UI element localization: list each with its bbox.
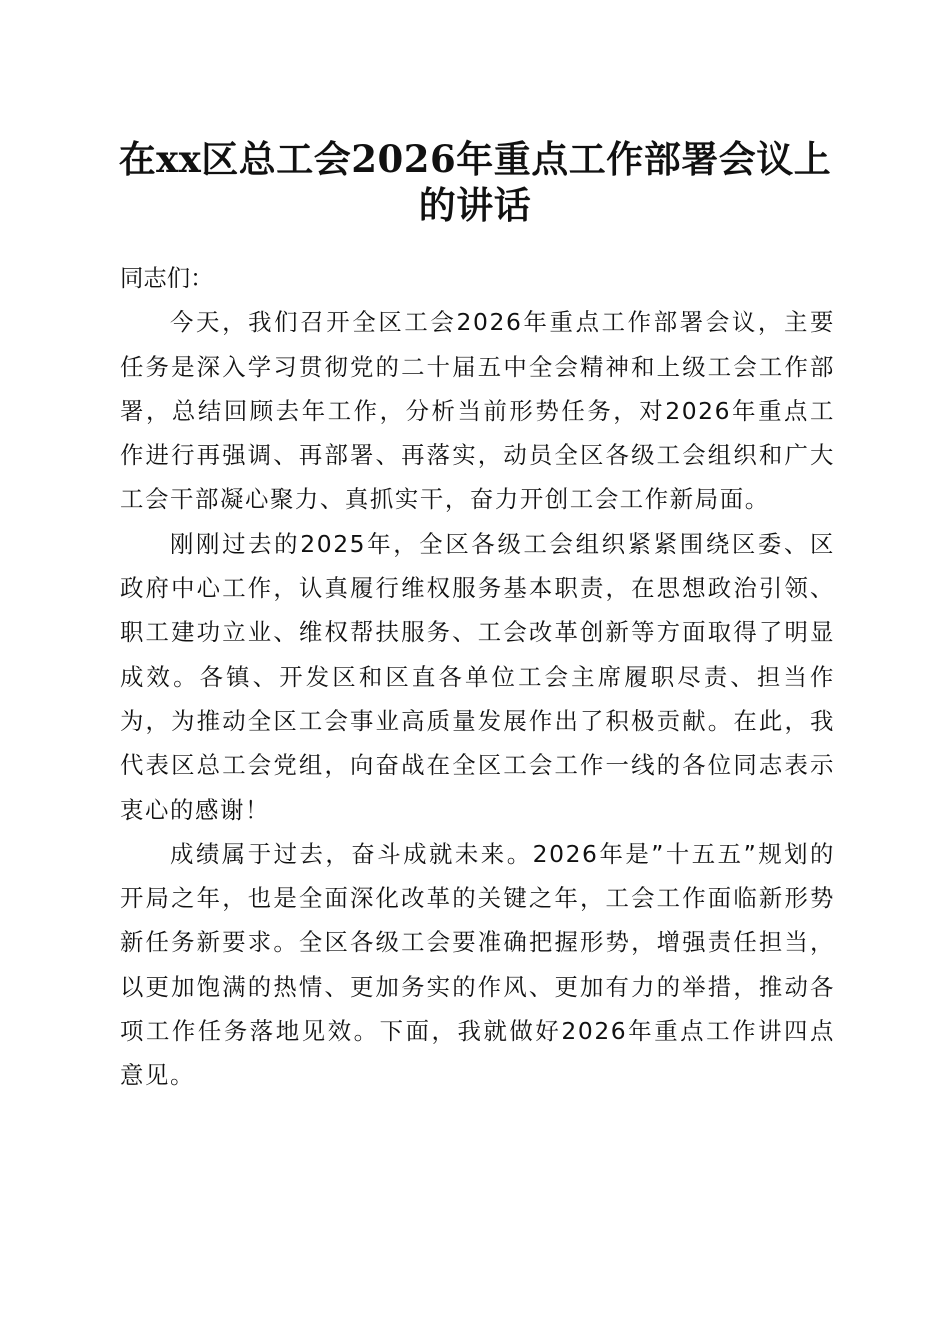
paragraph-opening: 今天，我们召开全区工会2026年重点工作部署会议，主要任务是深入学习贯彻党的二十届五中全会精神和上级工会工作部署，总结回顾去年工作，分析当前形势任务，对2026年重点工作进行再强调、再部署、再落实，动员全区各级工会组织和广大工会干部凝心聚力、真抓实干，奋力开创工会工作新局面。 <box>120 308 835 514</box>
paragraph-outlook: 成绩属于过去，奋斗成就未来。2026年是”十五五”规划的开局之年，也是全面深化改革的关键之年，工会工作面临新形势新任务新要求。全区各级工会要准确把握形势，增强责任担当，以更加饱满的热情、更加务实的作风、更加有力的举措，推动各项工作任务落地见效。下面，我就做好2026年重点工作讲四点意见。 <box>120 839 835 1090</box>
salutation: 同志们： <box>120 264 214 292</box>
document-title: 在xx区总工会2026年重点工作部署会议上的讲话 <box>118 137 832 227</box>
document-body <box>120 256 835 1098</box>
paragraph-review: 刚刚过去的2025年，全区各级工会组织紧紧围绕区委、区政府中心工作，认真履行维权服务基本职责，在思想政治引领、职工建功立业、维权帮扶服务、工会改革创新等方面取得了明显成效。各镇、开发区和区直各单位工会主席履职尽责、担当作为，为推动全区工会事业高质量发展作出了积极贡献。在此，我代表区总工会党组，向奋战在全区工会工作一线的各位同志表示衷心的感谢！ <box>120 529 835 824</box>
